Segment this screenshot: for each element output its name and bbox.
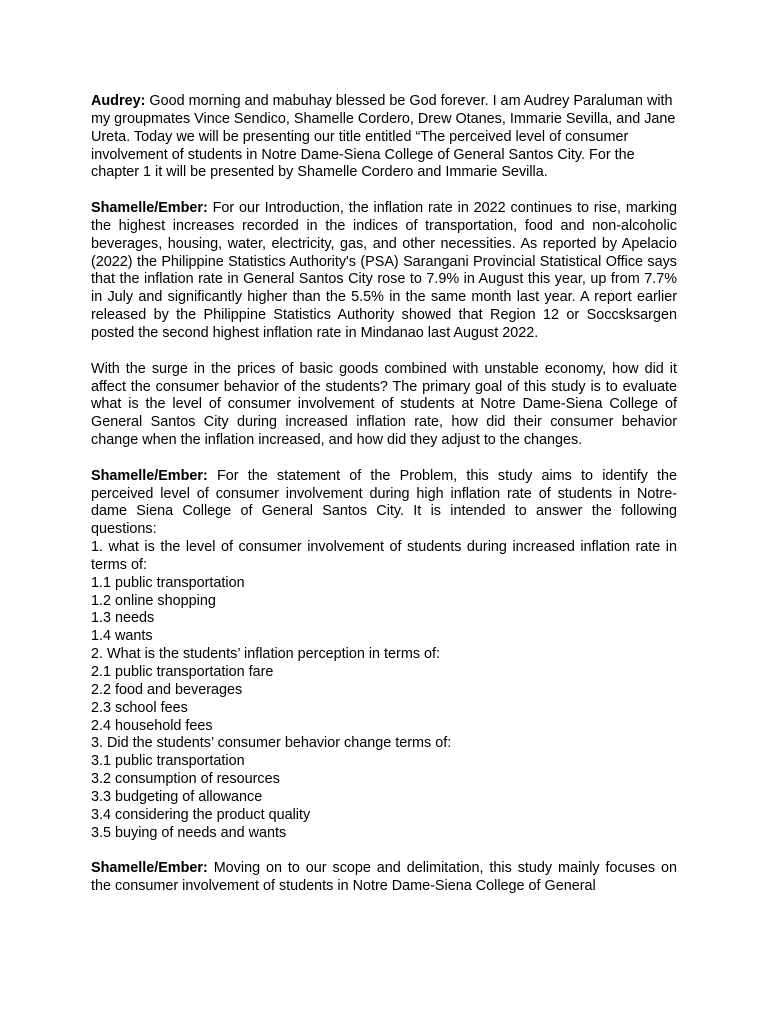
- question-item: 2. What is the students’ inflation perception in terms of:: [91, 646, 441, 663]
- paragraph-text: Moving on to our scope and delimitation, this study mainly focuses on the consumer involvement of students in Notre Dame-Siena College of General: [91, 860, 677, 895]
- question-item: 3.1 public transportation: [91, 753, 245, 770]
- question-item: 1.3 needs: [91, 610, 155, 627]
- question-item: 1.4 wants: [91, 628, 153, 645]
- paragraph-intro-audrey: [91, 93, 677, 182]
- paragraph-introduction: [91, 200, 677, 343]
- question-item: 2.2 food and beverages: [91, 681, 243, 698]
- question-item: 1.1 public transportation: [91, 574, 245, 591]
- paragraph-text: Good morning and mabuhay blessed be God forever. I am Audrey Paraluman with my groupmates Vince Sendico, Shamelle Cordero, Drew Otanes, Immarie Sevilla, and Jane Ureta. Today we will be presenting our title entitled “The perceived level of consumer involvement of students in Notre Dame-Siena College of General Santos City. For the chapter 1 it will be presented by Shamelle Cordero and Immarie Sevilla.: [91, 93, 676, 181]
- paragraph-text: For our Introduction, the inflation rate in 2022 continues to rise, marking the highest increases recorded in the indices of transportation, food and non-alcoholic beverages, housing, water, electricity, gas, and other necessities. As reported by Apelacio (2022) the Philippine Statistics Authority's (PSA) Sarangani Provincial Statistical Office says that the inflation rate in General Santos City rose to 7.9% in August this year, up from 7.7% in July and significantly higher than the 5.5% in the same month last year. A report earlier released by the Philippine Statistics Authority showed that Region 12 or Soccsksargen posted the second highest inflation rate in Mindanao last August 2022.: [91, 200, 678, 341]
- paragraph-problem-statement: [91, 468, 677, 539]
- paragraph-study-goal: [91, 361, 677, 450]
- speaker-label: Shamelle/Ember:: [91, 467, 208, 484]
- paragraph-scope: [91, 860, 677, 896]
- paragraph-text: With the surge in the prices of basic goods combined with unstable economy, how did it affect the consumer behavior of the students? The primary goal of this study is to evaluate what is the level of consumer involvement of students at Notre Dame-Siena College of General Santos City during increased inflation rate, how did their consumer behavior change when the inflation increased, and how did they adjust to the changes.: [91, 360, 677, 449]
- question-item: 2.4 household fees: [91, 717, 213, 734]
- speaker-label: Shamelle/Ember:: [91, 200, 208, 217]
- question-item: 3.2 consumption of resources: [91, 771, 280, 788]
- question-item: 1.2 online shopping: [91, 592, 216, 609]
- question-item: 2.1 public transportation fare: [91, 664, 274, 680]
- question-item: 3.5 buying of needs and wants: [91, 824, 287, 841]
- paragraph-text: For the statement of the Problem, this study aims to identify the perceived level of consumer involvement during high inflation rate of students in Notre-dame Siena College of General Santos City. It is intended to answer the following questions:: [91, 467, 677, 538]
- question-item: 3.4 considering the product quality: [91, 806, 311, 823]
- problem-statement-block: [91, 468, 677, 843]
- speaker-label: Audrey:: [91, 93, 146, 109]
- question-item: 2.3 school fees: [91, 699, 188, 716]
- question-item: 3. Did the students’ consumer behavior change terms of:: [91, 735, 452, 752]
- question-item: 1. what is the level of consumer involvement of students during increased inflation rate in terms of:: [91, 539, 677, 573]
- speaker-label: Shamelle/Ember:: [91, 860, 208, 877]
- question-item: 3.3 budgeting of allowance: [91, 788, 263, 805]
- questions-list: [91, 539, 677, 842]
